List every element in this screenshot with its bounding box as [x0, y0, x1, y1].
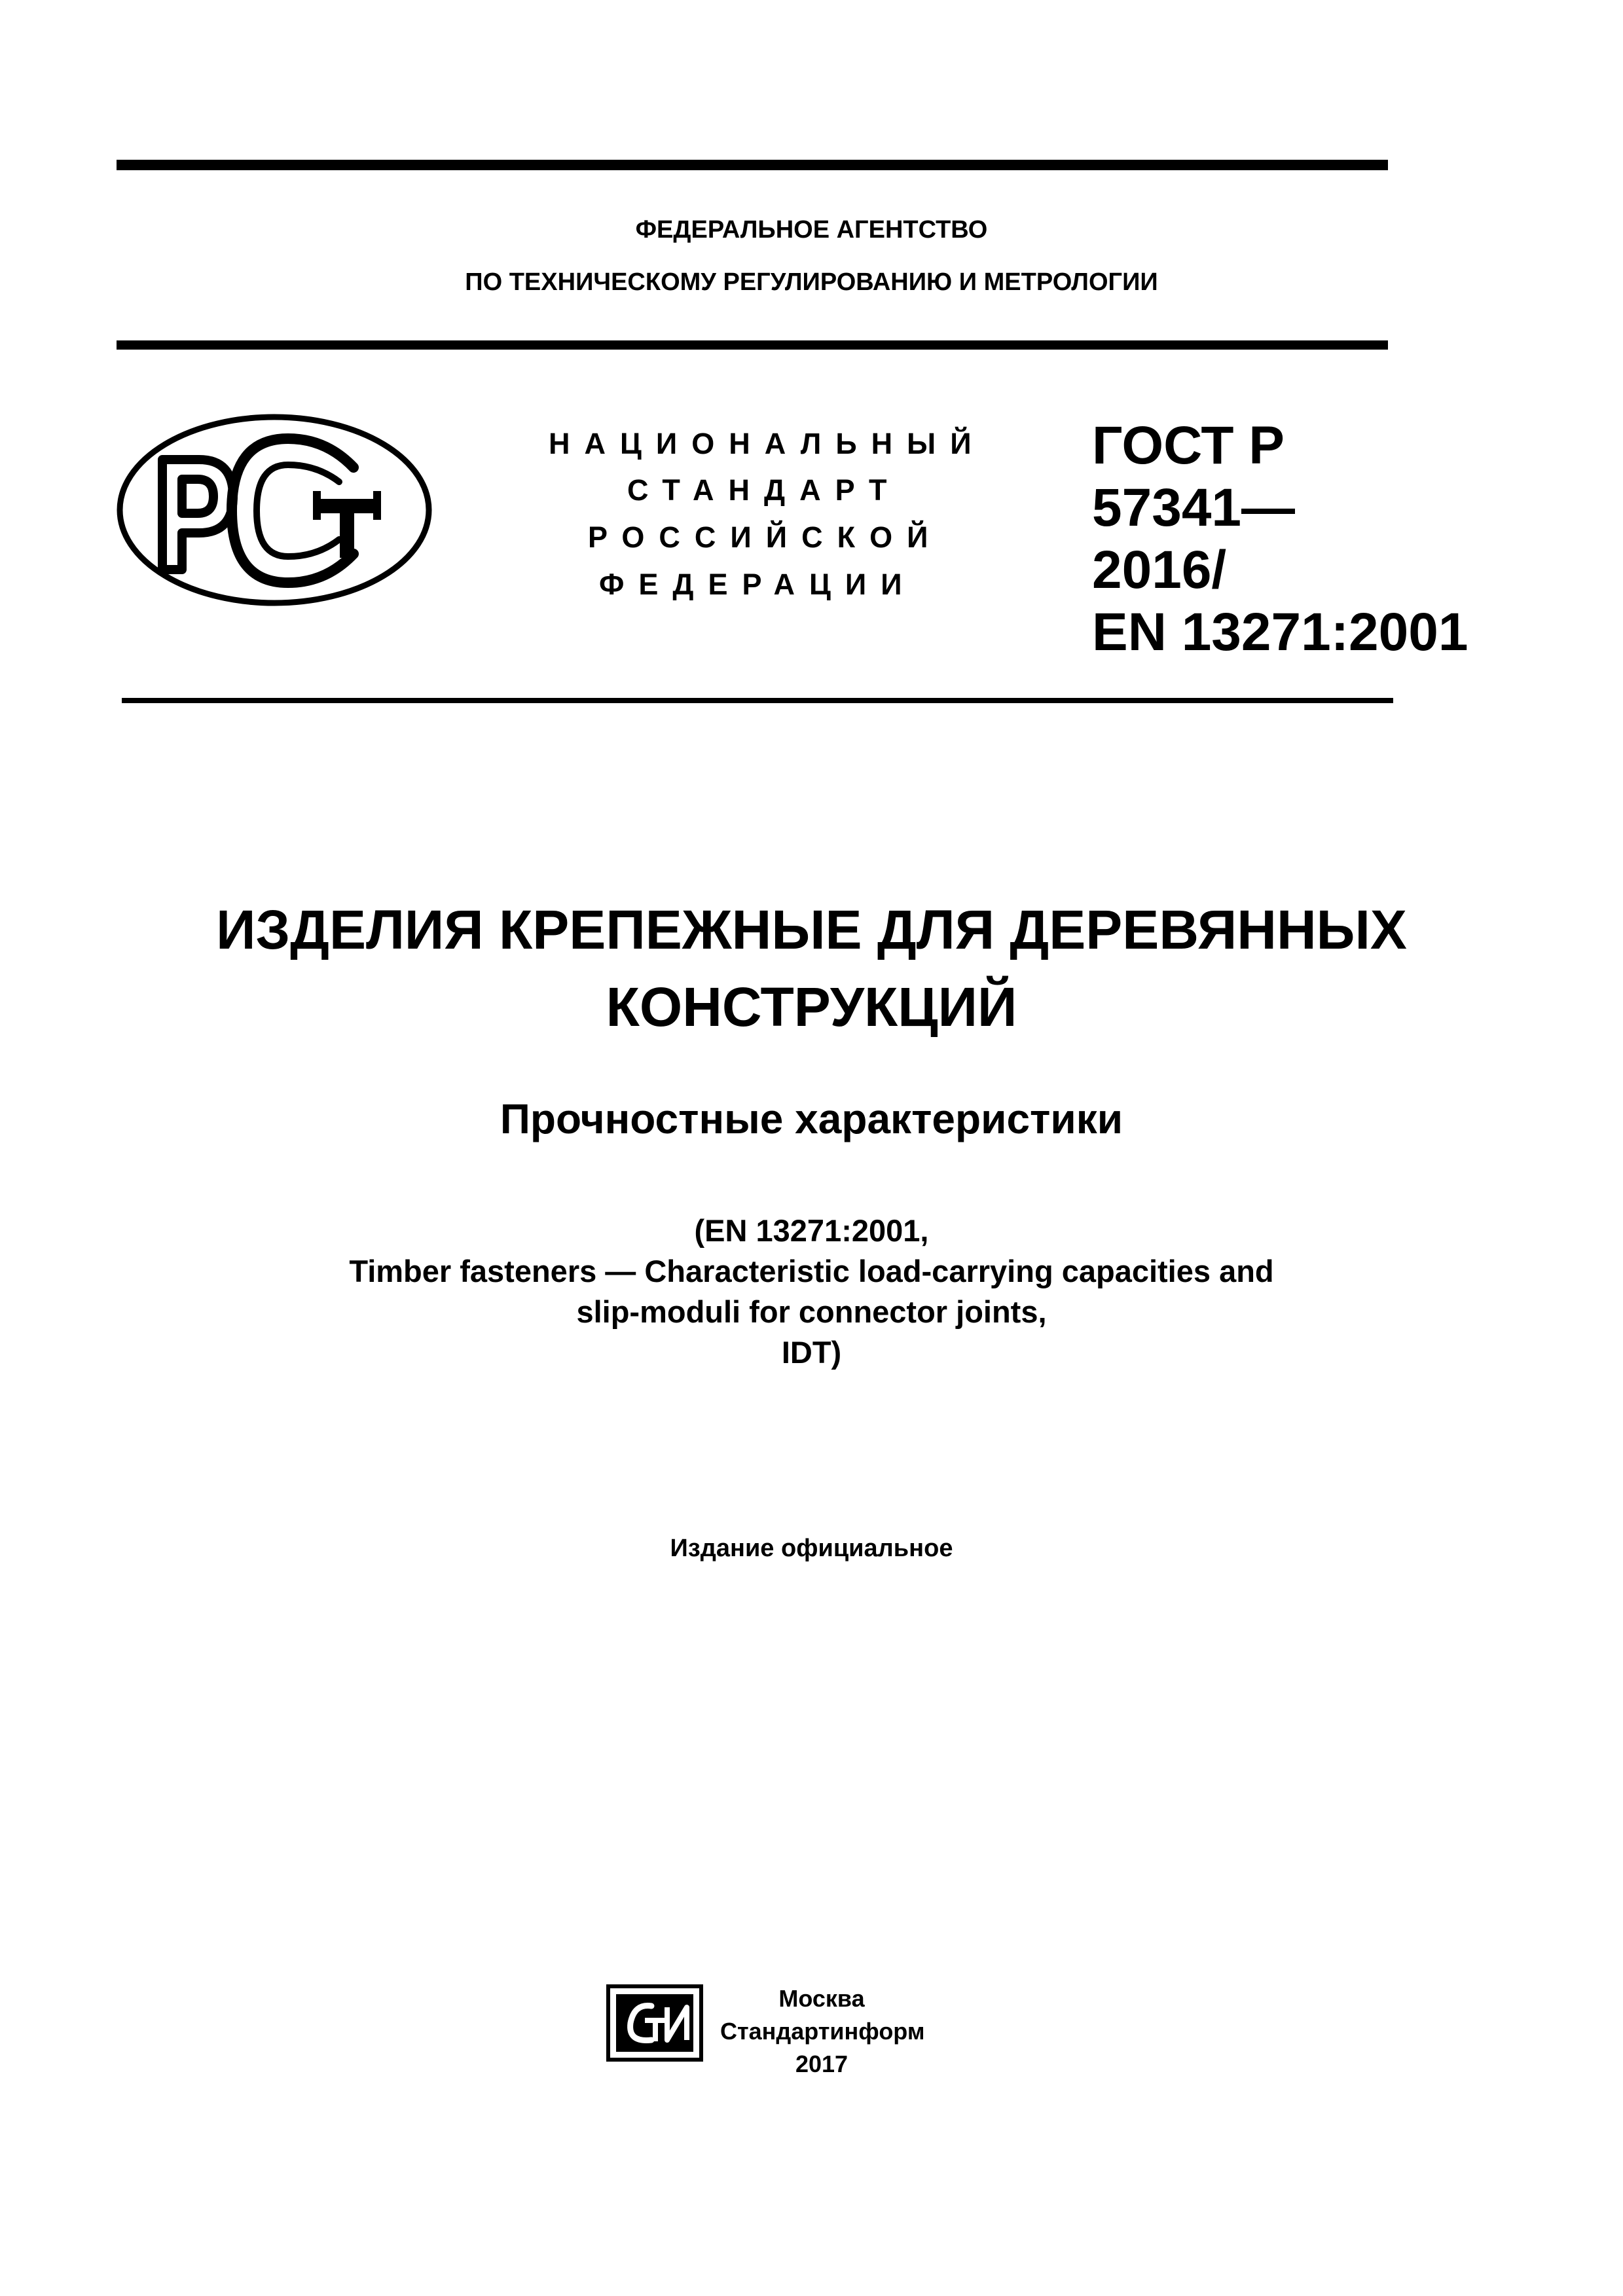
national-standard-line-2: СТАНДАРТ — [627, 473, 902, 507]
standartinform-logo-icon — [606, 1984, 704, 2062]
publisher-name: Стандартинформ — [720, 2018, 925, 2045]
gost-designation-line-2: 57341— — [1092, 478, 1296, 538]
publisher-city: Москва — [778, 1985, 865, 2012]
gost-designation-line-3: 2016/ — [1092, 540, 1227, 600]
agency-line-1: ФЕДЕРАЛЬНОЕ АГЕНТСТВО — [635, 216, 988, 244]
top-rule — [117, 160, 1388, 170]
original-reference-line-4: IDT) — [781, 1335, 842, 1370]
header-bottom-rule — [117, 340, 1388, 350]
document-title-line-2: КОНСТРУКЦИЙ — [606, 976, 1017, 1038]
edition-label: Издание официальное — [670, 1535, 953, 1562]
publisher-year: 2017 — [795, 2050, 848, 2077]
rst-logo-icon — [117, 412, 432, 608]
agency-line-2: ПО ТЕХНИЧЕСКОМУ РЕГУЛИРОВАНИЮ И МЕТРОЛОГИИ — [465, 268, 1158, 296]
national-standard-line-1: НАЦИОНАЛЬНЫЙ — [549, 427, 986, 460]
national-standard-line-3: РОССИЙСКОЙ — [588, 520, 943, 554]
standard-block-bottom-rule — [122, 698, 1393, 703]
gost-designation-line-1: ГОСТ Р — [1092, 416, 1285, 475]
document-title-line-1: ИЗДЕЛИЯ КРЕПЕЖНЫЕ ДЛЯ ДЕРЕВЯННЫХ — [216, 899, 1407, 960]
national-standard-line-4: ФЕДЕРАЦИИ — [599, 568, 917, 601]
document-subtitle: Прочностные характеристики — [500, 1095, 1123, 1142]
original-reference-line-2: Timber fasteners — Characteristic load-carrying capacities and — [349, 1254, 1274, 1288]
original-reference-line-3: slip-moduli for connector joints, — [576, 1294, 1047, 1329]
gost-designation-line-4: EN 13271:2001 — [1092, 602, 1468, 662]
original-reference-line-1: (EN 13271:2001, — [694, 1213, 929, 1248]
